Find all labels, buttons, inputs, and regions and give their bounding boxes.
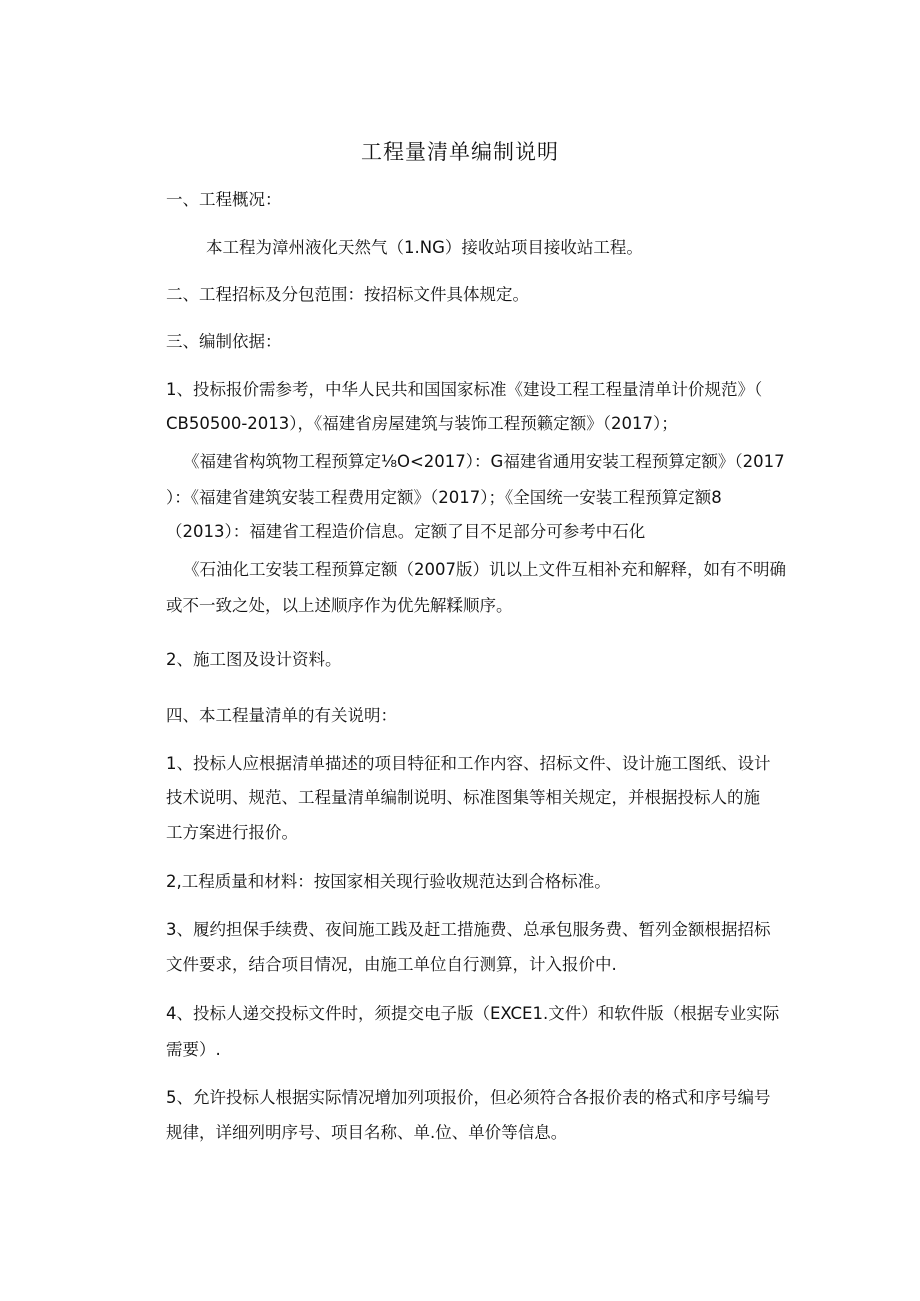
paragraph-line: 1、投标人应根据清单描述的项目特征和工作内容、招标文件、设计施工图纸、设计 <box>166 754 771 773</box>
paragraph-line: 需要）. <box>166 1040 221 1059</box>
section-heading: 四、本工程量清单的有关说明： <box>166 706 397 725</box>
document-title: 工程量清单编制说明 <box>361 140 559 164</box>
paragraph-line: CB50500-2013），《福建省房屋建筑与装饰工程预籁定额》（2017）； <box>166 414 678 433</box>
section-heading: 一、工程概况： <box>166 190 282 209</box>
section-heading: 二、工程招标及分包范围：按招标文件具体规定。 <box>166 285 529 304</box>
paragraph-line: 或不一致之处，以上述顺序作为优先解糅顺序。 <box>166 596 513 615</box>
paragraph-line: ）：《福建省建筑安装工程费用定额》（2017）；《全国统一安装工程预算定额8 <box>166 488 722 507</box>
paragraph-line: 5、允许投标人根据实际情况增加列项报价，但必须符合各报价表的格式和序号编号 <box>166 1088 771 1107</box>
paragraph-line: 文件要求，结合项目情况，由施工单位自行测算，计入报价中. <box>166 955 617 974</box>
paragraph-line: 3、履约担保手续费、夜间施工践及赶工措施费、总承包服务费、暂列金额根据招标 <box>166 920 771 939</box>
paragraph-line: 4、投标人递交投标文件时，须提交电子版（EXCE1.文件）和软件版（根据专业实际 <box>166 1004 780 1023</box>
paragraph-line: 本工程为漳州液化天然气（1.NG）接收站项目接收站工程。 <box>206 238 643 257</box>
paragraph-line: （2013）：福建省工程造价信息。定额了目不足部分可参考中石化 <box>166 522 646 541</box>
paragraph-line: 1、投标报价需参考，中华人民共和国国家标准《建设工程工程量清单计价规范》（ <box>166 380 763 399</box>
paragraph-line: 规律，详细列明序号、项目名称、单.位、单价等信息。 <box>166 1123 568 1142</box>
section-heading: 三、编制依据： <box>166 332 282 351</box>
paragraph-line: 工方案进行报价。 <box>166 823 298 842</box>
paragraph-line: 2,工程质量和材料：按国家相关现行验收规范达到合格标准。 <box>166 872 611 891</box>
paragraph-line: 《石油化工安装工程预算定额（2007版）讥以上文件互相补充和解释，如有不明确 <box>183 560 786 579</box>
paragraph-line: 2、施工图及设计资料。 <box>166 650 342 669</box>
paragraph-line: 《福建省构筑物工程预算定⅛O<2017）：G福建省通用安装工程预算定额》（2017 <box>183 452 785 471</box>
paragraph-line: 技术说明、规范、工程量清单编制说明、标准图集等相关规定，并根据投标人的施 <box>166 788 760 807</box>
